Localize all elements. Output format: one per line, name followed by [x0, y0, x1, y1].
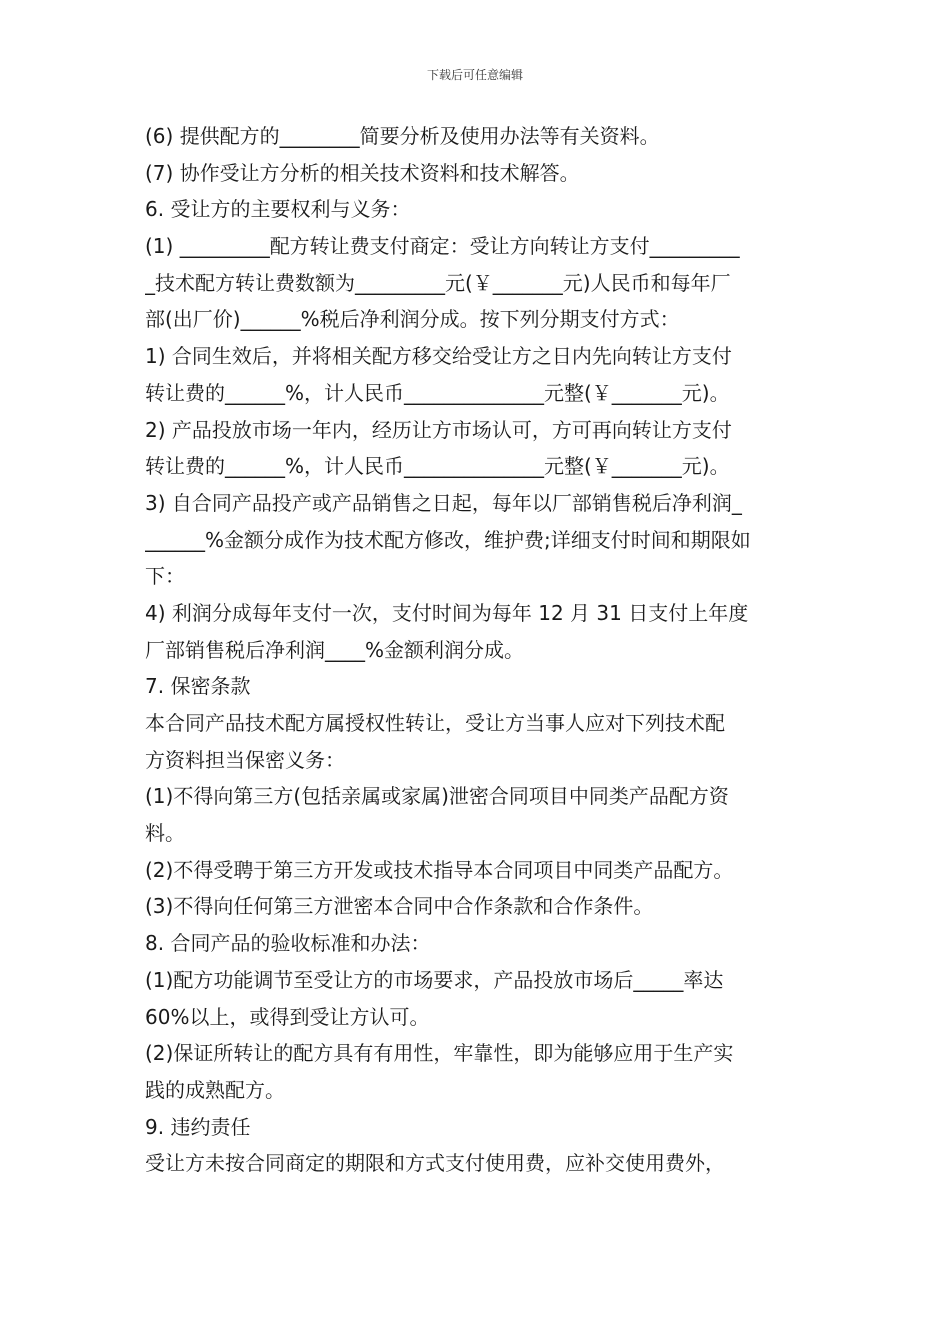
text-line: 部(出厂价)______%税后净利润分成。按下列分期支付方式： — [145, 307, 680, 332]
text-line: _技术配方转让费数额为_________元(￥_______元)人民币和每年厂 — [145, 270, 731, 295]
text-line: 践的成熟配方。 — [145, 1077, 285, 1102]
text-line: (1)不得向第三方(包括亲属或家属)泄密合同项目中同类产品配方资 — [145, 784, 729, 809]
text-line: 料。 — [145, 821, 185, 846]
text-line: (1)配方功能调节至受让方的市场要求，产品投放市场后_____率达 — [145, 967, 724, 992]
text-line: (2)不得受聘于第三方开发或技术指导本合同项目中同类产品配方。 — [145, 857, 734, 882]
text-line: (3)不得向任何第三方泄密本合同中合作条款和合作条件。 — [145, 894, 654, 919]
text-line: 3) 自合同产品投产或产品销售之日起，每年以厂部销售税后净利润_ — [145, 490, 742, 515]
text-line: ______%金额分成作为技术配方修改，维护费;详细支付时间和期限如 — [145, 527, 751, 552]
text-line: (7) 协作受让方分析的相关技术资料和技术解答。 — [145, 160, 580, 185]
text-line: 下： — [145, 564, 185, 589]
text-line: 1) 合同生效后，并将相关配方移交给受让方之日内先向转让方支付 — [145, 344, 732, 369]
text-line: (2)保证所转让的配方具有有用性，牢靠性，即为能够应用于生产实 — [145, 1041, 734, 1066]
text-line: 4) 利润分成每年支付一次，支付时间为每年 12 月 31 日支付上年度 — [145, 600, 749, 625]
text-line: 2) 产品投放市场一年内，经历让方市场认可，方可再向转让方支付 — [145, 417, 732, 442]
text-line: 厂部销售税后净利润____%金额利润分成。 — [145, 637, 525, 662]
text-line: 本合同产品技术配方属授权性转让，受让方当事人应对下列技术配 — [145, 711, 725, 735]
section-heading: 6. 受让方的主要权利与义务： — [145, 197, 411, 222]
text-line: 方资料担当保密义务： — [145, 747, 345, 772]
text-line: 转让费的______%，计人民币______________元整(￥_______元)。 — [145, 380, 730, 405]
text-line: (6) 提供配方的________简要分析及使用办法等有关资料。 — [145, 124, 660, 148]
page-header: 下载后可任意编辑 — [426, 68, 523, 82]
text-line: 转让费的______%，计人民币______________元整(￥_______元)。 — [145, 454, 730, 479]
text-line: (1) _________配方转让费支付商定：受让方向转让方支付_________ — [145, 234, 740, 259]
text-line: 受让方未按合同商定的期限和方式支付使用费，应补交使用费外， — [145, 1151, 725, 1176]
section-heading: 9. 违约责任 — [145, 1114, 251, 1139]
text-line: 60%以上，或得到受让方认可。 — [145, 1004, 430, 1029]
document-body — [145, 118, 809, 1182]
section-heading: 7. 保密条款 — [145, 674, 251, 699]
section-heading: 8. 合同产品的验收标准和办法： — [145, 931, 431, 956]
